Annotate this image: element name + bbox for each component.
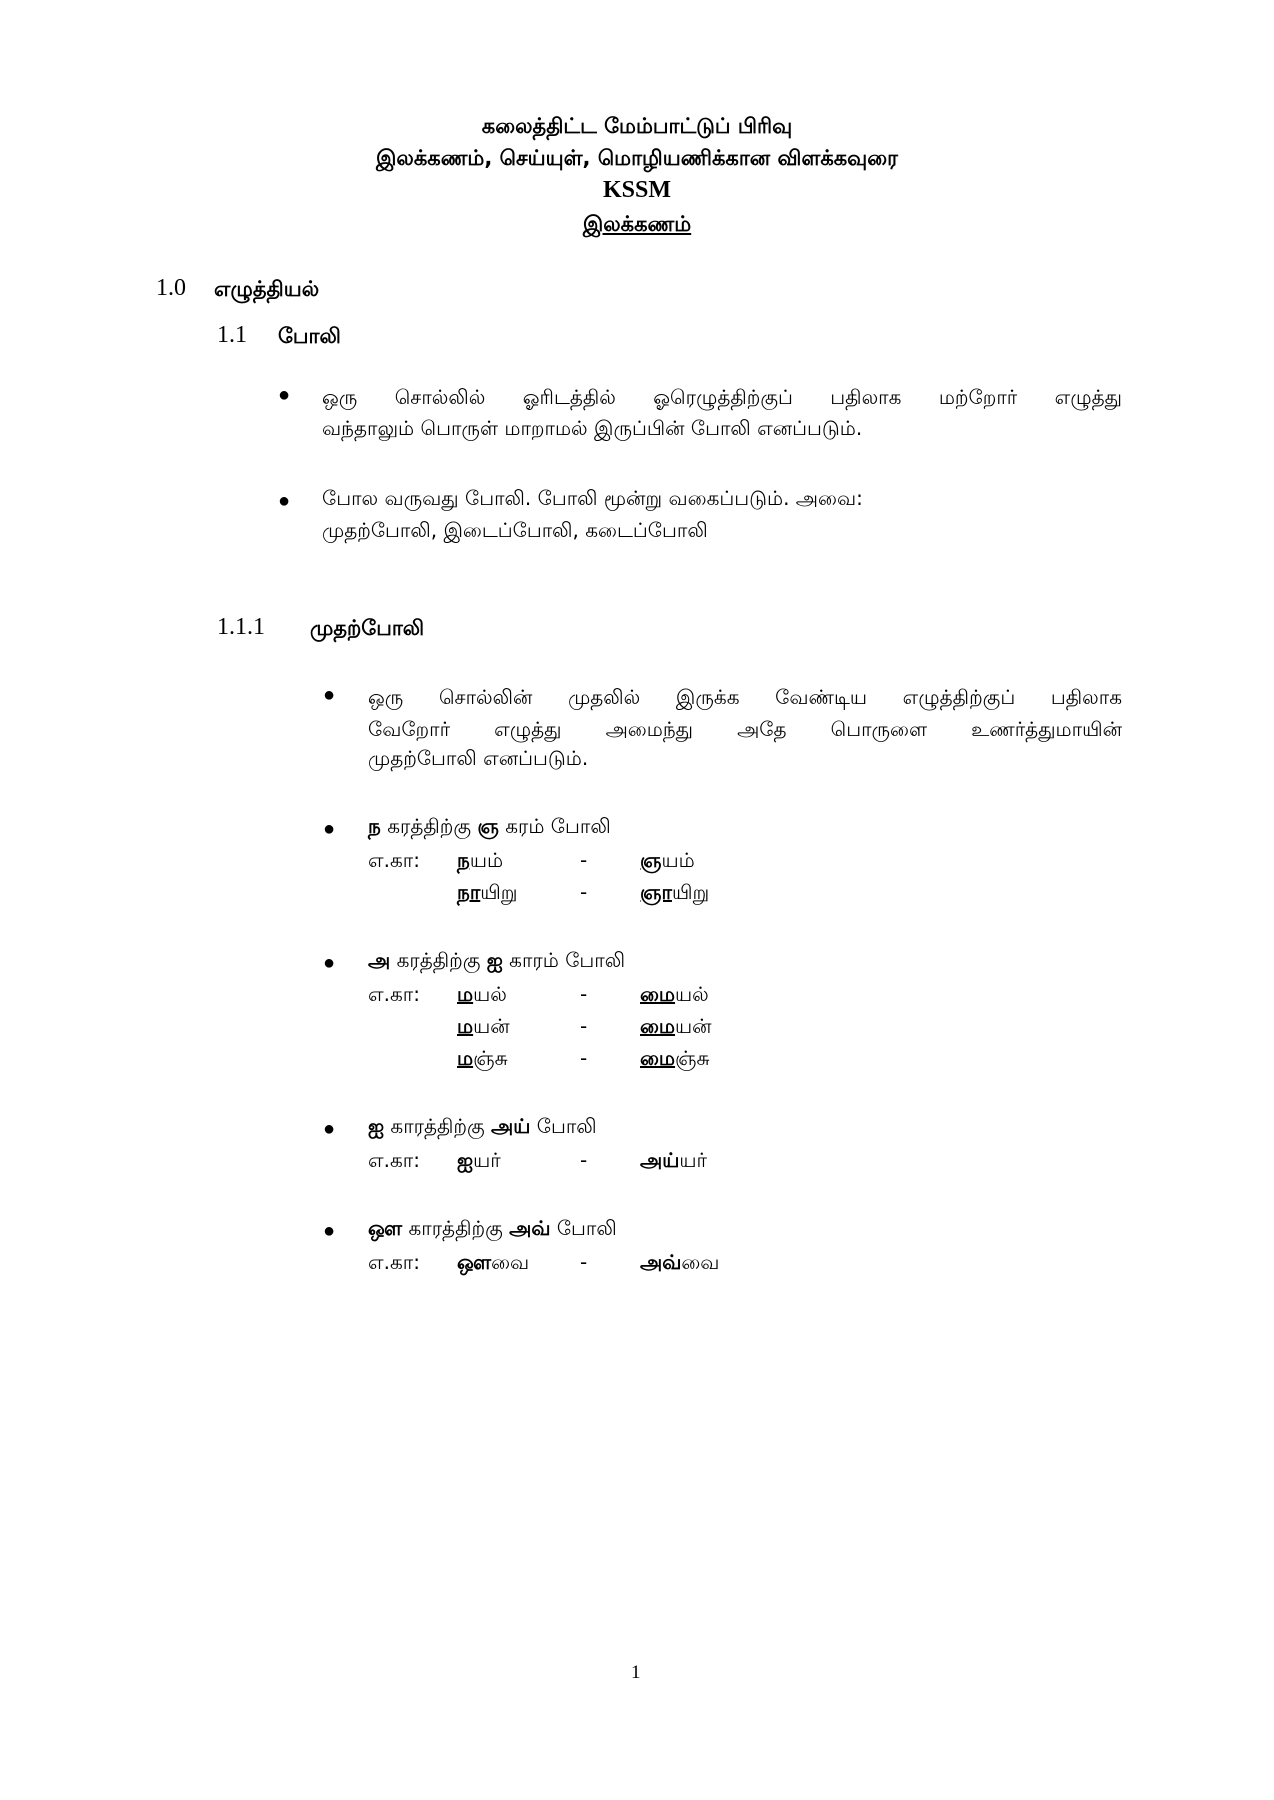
- text-segment: யர்: [679, 1148, 707, 1172]
- text-segment: மை: [640, 1014, 676, 1038]
- bullet-icon: ●: [323, 818, 336, 840]
- text-segment: யம்: [661, 848, 695, 872]
- example-dash: -: [580, 1014, 588, 1038]
- section-title-1-1: போலி: [278, 324, 341, 348]
- example-label: எ.கா:: [368, 1148, 420, 1172]
- section-title-1-1-1: முதற்போலி: [310, 616, 425, 640]
- paragraph-line: ஒரு சொல்லின் முதலில் இருக்க வேண்டிய எழுத்திற்குப் பதிலாக: [368, 685, 1122, 709]
- section-title-1-0: எழுத்தியல்: [214, 277, 320, 301]
- example-word-right: [640, 982, 709, 1009]
- page-number: 1: [631, 1662, 641, 1683]
- header-division: கலைத்திட்ட மேம்பாட்டுப் பிரிவு: [481, 114, 793, 138]
- text-segment: யிறு: [480, 880, 518, 904]
- text-segment: ஞ்சு: [675, 1046, 710, 1070]
- text-segment: யம்: [469, 848, 504, 872]
- text-segment: ஞா: [640, 880, 672, 904]
- rule-letter: அவ்: [509, 1216, 551, 1240]
- example-word-left: [457, 1014, 510, 1041]
- rule-text: காரத்திற்கு: [402, 1216, 510, 1240]
- example-word-right: [640, 1250, 719, 1277]
- bullet-icon: ●: [323, 1220, 336, 1242]
- rule-letter: ஔ: [368, 1216, 403, 1240]
- example-label: எ.கா:: [368, 1250, 420, 1274]
- text-segment: ஞ: [640, 848, 662, 872]
- example-word-right: [640, 848, 695, 875]
- bullet-icon: ●: [323, 684, 336, 706]
- text-segment: யன்: [675, 1014, 712, 1038]
- example-word-right: [640, 880, 709, 907]
- text-segment: ஐ: [457, 1148, 474, 1172]
- rule-letter: ஞ: [477, 814, 499, 838]
- example-dash: -: [580, 880, 588, 904]
- rule-text: கரத்திற்கு: [390, 948, 487, 972]
- text-segment: ம: [457, 1046, 474, 1070]
- bullet-icon: ●: [323, 952, 336, 974]
- text-segment: அய்: [640, 1148, 680, 1172]
- rule-text: போலி: [530, 1114, 597, 1138]
- example-word-right: [640, 1046, 710, 1073]
- example-word-left: [457, 1046, 508, 1073]
- text-segment: யன்: [473, 1014, 510, 1038]
- text-segment: வை: [681, 1250, 720, 1274]
- example-word-left: [457, 880, 518, 907]
- example-label: எ.கா:: [368, 982, 420, 1006]
- rule-line: [368, 948, 625, 975]
- text-segment: நா: [457, 880, 481, 904]
- text-segment: யர்: [473, 1148, 501, 1172]
- paragraph-line: ஒரு சொல்லில் ஓரிடத்தில் ஓரெழுத்திற்குப் பதிலாக மற்றோர் எழுத்து: [322, 385, 1122, 409]
- paragraph-line: முதற்போலி எனப்படும்.: [368, 746, 589, 770]
- rule-text: போலி: [550, 1216, 617, 1240]
- rule-line: [368, 1216, 617, 1243]
- header-topic: இலக்கணம்: [582, 212, 692, 236]
- text-segment: யல்: [675, 982, 709, 1006]
- rule-text: கரத்திற்கு: [380, 814, 478, 838]
- example-word-right: [640, 1014, 712, 1041]
- paragraph-line: முதற்போலி, இடைப்போலி, கடைப்போலி: [322, 518, 708, 542]
- text-segment: மை: [640, 1046, 676, 1070]
- bullet-icon: ●: [278, 490, 291, 512]
- section-number-1-1: 1.1: [217, 322, 247, 348]
- example-dash: -: [580, 1046, 588, 1070]
- text-segment: ம: [457, 982, 474, 1006]
- header-topic-wrap: [0, 212, 1274, 239]
- text-segment: அவ்: [640, 1250, 682, 1274]
- paragraph-line: வேறோர் எழுத்து அமைந்து அதே பொருளை உணர்த்துமாயின்: [368, 717, 1122, 741]
- rule-letter: அய்: [491, 1114, 531, 1138]
- text-segment: யிறு: [671, 880, 710, 904]
- example-word-left: [457, 1148, 501, 1175]
- text-segment: ஔ: [457, 1250, 492, 1274]
- rule-text: காரம் போலி: [502, 948, 626, 972]
- example-word-right: [640, 1148, 707, 1175]
- example-word-left: [457, 1250, 529, 1277]
- rule-text: கரம் போலி: [498, 814, 611, 838]
- rule-line: [368, 814, 611, 841]
- rule-letter: ந: [368, 814, 381, 838]
- paragraph-line: வந்தாலும் பொருள் மாறாமல் இருப்பின் போலி எனப்படும்.: [322, 416, 863, 440]
- example-dash: -: [580, 848, 588, 872]
- header-subtitle: இலக்கணம், செய்யுள், மொழியணிக்கான விளக்கவுரை: [375, 146, 899, 170]
- bullet-icon: ●: [323, 1118, 336, 1140]
- rule-letter: ஐ: [486, 948, 503, 972]
- text-segment: ந: [457, 848, 470, 872]
- text-segment: மை: [640, 982, 676, 1006]
- rule-letter: ஐ: [368, 1114, 385, 1138]
- text-segment: யல்: [473, 982, 507, 1006]
- example-label: எ.கா:: [368, 848, 420, 872]
- example-dash: -: [580, 1148, 588, 1172]
- example-dash: -: [580, 982, 588, 1006]
- section-number-1-0: 1.0: [156, 275, 186, 301]
- example-word-left: [457, 848, 503, 875]
- text-segment: வை: [491, 1250, 530, 1274]
- text-segment: ஞ்சு: [473, 1046, 508, 1070]
- rule-letter: அ: [368, 948, 391, 972]
- bullet-icon: ●: [278, 384, 291, 406]
- example-word-left: [457, 982, 507, 1009]
- rule-line: [368, 1114, 597, 1141]
- example-dash: -: [580, 1250, 588, 1274]
- rule-text: காரத்திற்கு: [384, 1114, 492, 1138]
- header-kssm: KSSM: [602, 177, 671, 203]
- paragraph-line: போல வருவது போலி. போலி மூன்று வகைப்படும். அவை:: [322, 486, 863, 510]
- text-segment: ம: [457, 1014, 474, 1038]
- section-number-1-1-1: 1.1.1: [217, 614, 265, 640]
